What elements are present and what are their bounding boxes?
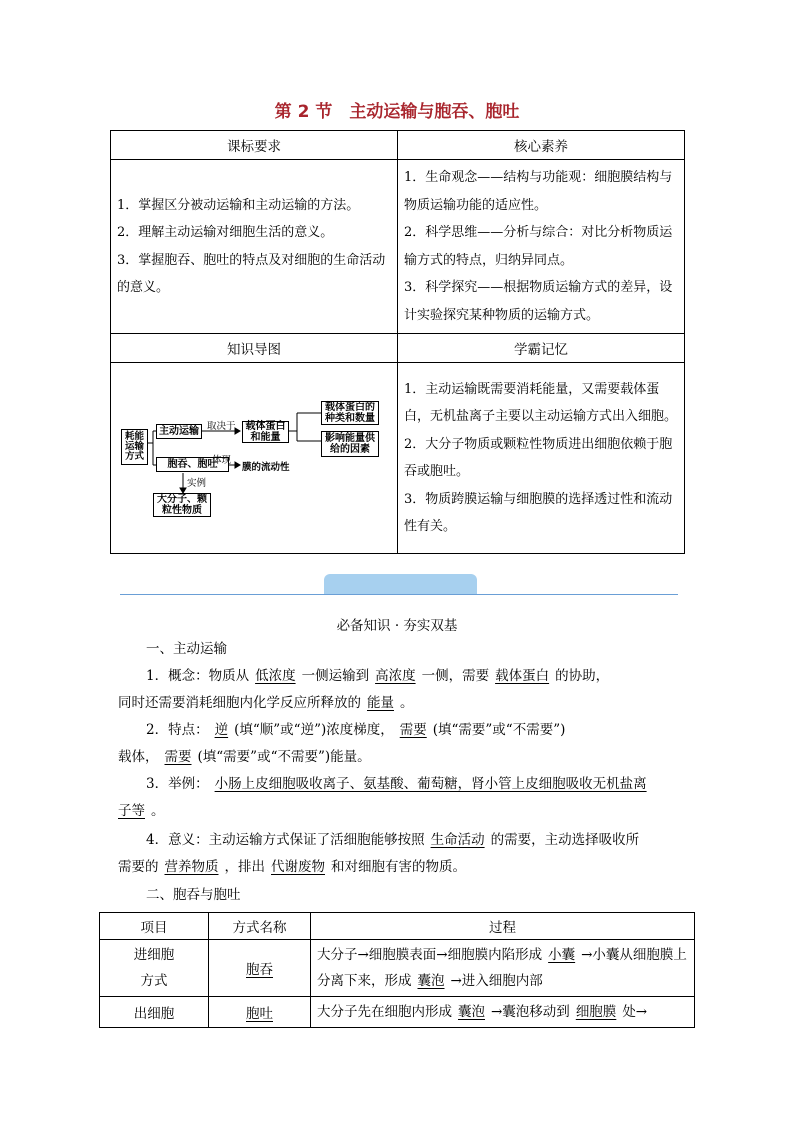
list-item: 1．生命观念——结构与功能观：细胞膜结构与物质运输功能的适应性。: [404, 170, 673, 213]
col-process: 过程: [311, 913, 695, 940]
label-embody: 体现: [212, 455, 232, 466]
concept-line-1: 1．概念：物质从 低浓度 一侧运输到 高浓度 一侧，需要 载体蛋白 的协助，: [146, 668, 610, 684]
label-example: 实例: [187, 478, 207, 489]
diagram-connectors: [111, 363, 398, 553]
literacy-list: [398, 160, 685, 334]
label-depends: 取决于: [207, 421, 236, 432]
requirements-list: [111, 160, 398, 334]
list-item: 2．大分子物质或颗粒性物质进出细胞依赖于胞吞或胞吐。: [404, 436, 673, 479]
summary-table: [110, 130, 685, 554]
header-literacy: 核心素养: [398, 131, 685, 160]
section-divider: [120, 594, 678, 595]
section-banner-tab: [324, 574, 477, 594]
carrier-energy-box: 载体蛋白和能量: [242, 421, 289, 443]
example-line-2: 子等 。: [118, 803, 165, 819]
list-item: 2．理解主动运输对细胞生活的意义。: [117, 225, 334, 240]
page-title: 第 2 节 主动运输与胞吞、胞吐: [274, 102, 520, 122]
endo-exo-box: 胞吞、胞吐: [156, 457, 229, 472]
col-name: 方式名称: [209, 913, 311, 940]
mindmap-cell: [111, 363, 398, 554]
header-requirements: 课标要求: [111, 131, 398, 160]
kind-count-box: 载体蛋白的种类和数量: [321, 401, 379, 425]
active-transport-box: 主动运输: [156, 424, 202, 439]
list-item: 3．科学探究——根据物质运输方式的差异，设计实验探究某种物质的运输方式。: [404, 280, 673, 323]
list-item: 3．掌握胞吞、胞吐的特点及对细胞的生命活动的意义。: [117, 252, 386, 295]
significance-line-2: 需要的 营养物质 ，排出 代谢废物 和对细胞有害的物质。: [118, 859, 466, 875]
list-item: 1．主动运输既需要消耗能量，又需要载体蛋白，无机盐离子主要以主动运输方式出入细胞。: [404, 381, 678, 424]
list-item: 3．物质跨膜运输与细胞膜的选择透过性和流动性有关。: [404, 491, 673, 534]
header-memory: 学霸记忆: [398, 334, 685, 363]
list-item: 1．掌握区分被动运输和主动运输的方法。: [117, 197, 360, 213]
fluidity-text: 膜的流动性: [242, 462, 290, 473]
knowledge-diagram: [111, 363, 398, 553]
energy-factor-box: 影响能量供给的因素: [321, 431, 379, 457]
heading-active-transport: 一、主动运输: [146, 641, 227, 657]
macro-box: 大分子、颗粒性物质: [153, 493, 211, 517]
header-mindmap: 知识导图: [111, 334, 398, 363]
row1-item: 进细胞方式: [100, 940, 209, 997]
significance-line-1: 4．意义：主动运输方式保证了活细胞能够按照 生命活动 的需要，主动选择吸收所: [146, 832, 640, 848]
list-item: 2．科学思维——分析与综合：对比分析物质运输方式的特点，归纳异同点。: [404, 225, 673, 268]
row1-process: 大分子→细胞膜表面→细胞膜内陷形成 小囊 →小囊从细胞膜上分离下来，形成 囊泡 →进入细胞内部: [311, 940, 695, 997]
feature-line-1: 2．特点： 逆 (填“顺”或“逆”)浓度梯度， 需要 (填“需要”或“不需要”): [146, 722, 566, 738]
concept-line-2: 同时还需要消耗细胞内化学反应所释放的 能量 。: [118, 695, 414, 711]
endo-exo-table: [99, 912, 695, 1028]
row2-item: 出细胞: [100, 997, 209, 1028]
heading-endo-exo: 二、胞吞与胞吐: [146, 887, 241, 903]
memory-list: [398, 363, 685, 554]
col-item: 项目: [100, 913, 209, 940]
example-line-1: 3．举例： 小肠上皮细胞吸收离子、氨基酸、葡萄糖，肾小管上皮细胞吸收无机盐离: [146, 776, 647, 792]
feature-line-2: 载体， 需要 (填“需要”或“不需要”)能量。: [118, 749, 371, 765]
row1-name: 胞吞: [209, 940, 311, 997]
section-title: 必备知识 · 夯实双基: [336, 618, 458, 634]
root-box: 耗能运输方式: [121, 429, 148, 465]
row2-process: 大分子先在细胞内形成 囊泡 →囊泡移动到 细胞膜 处→: [311, 997, 695, 1028]
row2-name: 胞吐: [209, 997, 311, 1028]
